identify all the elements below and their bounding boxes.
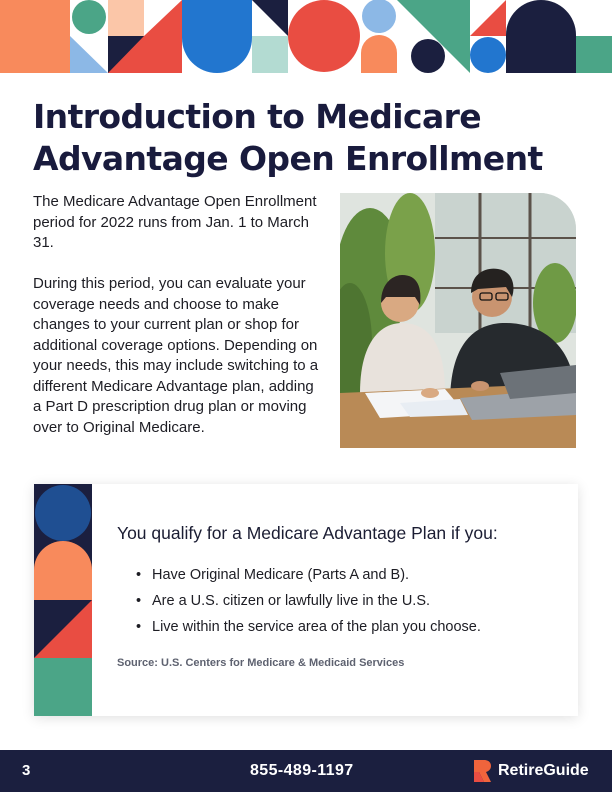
phone-number[interactable]: 855-489-1197 [250,762,354,779]
geometric-header-banner [0,0,612,73]
list-item-text: Have Original Medicare (Parts A and B). [152,567,410,583]
list-item-text: Live within the service area of the plan you choose. [152,619,481,635]
list-item [136,562,481,588]
retireguide-logo-icon [472,760,492,782]
intro-text [33,192,323,459]
eligibility-callout-card [34,484,578,716]
bullet-icon: • [136,593,142,609]
list-item [136,614,481,640]
eligibility-list [136,562,481,640]
list-item-text: Are a U.S. citizen or lawfully live in the U.S. [152,593,431,609]
geometric-side-strip [34,484,92,716]
page-title: Introduction to Medicare Advantage Open Enrollment [33,97,543,178]
bullet-icon: • [136,567,142,583]
bullet-icon: • [136,619,142,635]
callout-heading: You qualify for a Medicare Advantage Plan if you: [117,523,498,543]
brand-name: RetireGuide [498,762,589,779]
page-footer [0,750,612,792]
brand-logo [472,759,589,783]
couple-reviewing-documents-photo [340,193,576,448]
page-number: 3 [22,762,31,779]
intro-paragraph: The Medicare Advantage Open Enrollment period for 2022 runs from Jan. 1 to March 31. [33,193,317,251]
intro-paragraph: During this period, you can evaluate your coverage needs and choose to make changes to your current plan or shop for additional coverage options. Depending on your needs, this may include switching to a different Medicare Advantage plan, adding a Part D prescription drug plan or moving over to Original Medicare. [33,275,319,436]
source-citation: Source: U.S. Centers for Medicare & Medicaid Services [117,657,405,669]
list-item [136,588,481,614]
